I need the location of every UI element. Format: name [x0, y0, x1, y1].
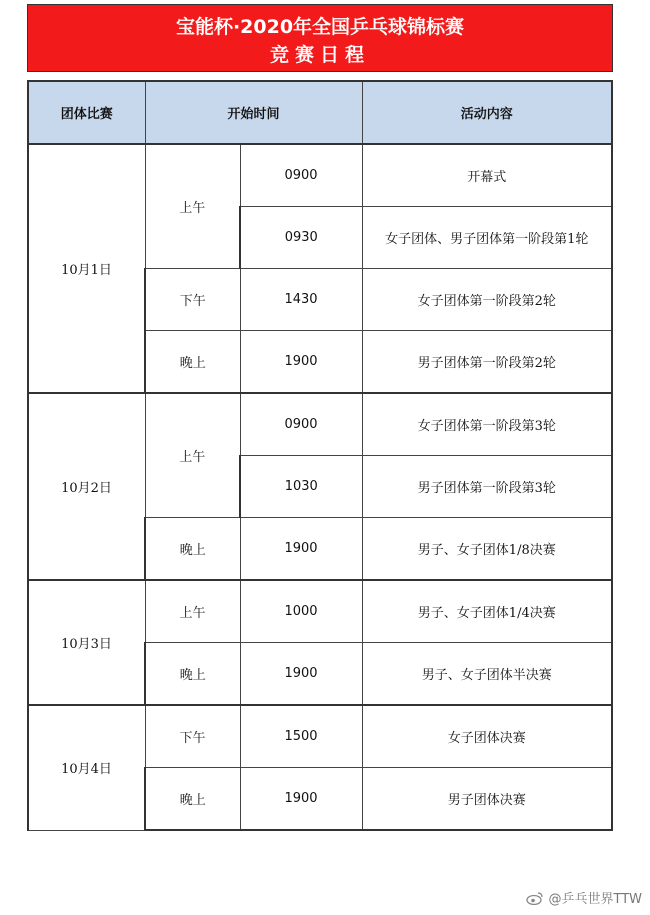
period-cell: 下午 [145, 705, 240, 768]
page-subtitle: 竞赛日程 [269, 44, 370, 66]
activity-cell: 女子团体第一阶段第2轮 [362, 269, 612, 331]
period-cell: 上午 [145, 144, 240, 269]
time-cell: 1030 [240, 456, 362, 518]
title-banner [27, 4, 613, 72]
activity-cell: 女子团体、男子团体第一阶段第1轮 [362, 207, 612, 269]
period-cell: 晚上 [145, 518, 240, 581]
activity-cell: 男子团体决赛 [362, 768, 612, 831]
activity-cell: 开幕式 [362, 144, 612, 207]
activity-cell: 男子、女子团体1/4决赛 [362, 580, 612, 643]
watermark-text: @乒乓世界TTW [548, 892, 642, 907]
time-cell: 1900 [240, 768, 362, 831]
period-cell: 晚上 [145, 768, 240, 831]
time-cell: 0930 [240, 207, 362, 269]
activity-cell: 女子团体决赛 [362, 705, 612, 768]
date-cell: 10月3日 [28, 580, 145, 705]
table-row [28, 393, 612, 456]
table-row [28, 580, 612, 643]
time-cell: 1900 [240, 518, 362, 581]
watermark [526, 888, 642, 907]
activity-cell: 男子团体第一阶段第3轮 [362, 456, 612, 518]
period-cell: 晚上 [145, 331, 240, 394]
time-cell: 0900 [240, 144, 362, 207]
header-row [28, 81, 612, 144]
activity-cell: 女子团体第一阶段第3轮 [362, 393, 612, 456]
time-cell: 0900 [240, 393, 362, 456]
activity-cell: 男子、女子团体1/8决赛 [362, 518, 612, 581]
activity-cell: 男子团体第一阶段第2轮 [362, 331, 612, 394]
table-row [28, 705, 612, 768]
header-start-time: 开始时间 [145, 81, 362, 144]
activity-cell: 男子、女子团体半决赛 [362, 643, 612, 706]
header-team-event: 团体比赛 [28, 81, 145, 144]
time-cell: 1430 [240, 269, 362, 331]
period-cell: 上午 [145, 580, 240, 643]
period-cell: 上午 [145, 393, 240, 518]
weibo-icon [526, 891, 544, 905]
period-cell: 晚上 [145, 643, 240, 706]
table-row [28, 144, 612, 207]
period-cell: 下午 [145, 269, 240, 331]
time-cell: 1500 [240, 705, 362, 768]
time-cell: 1900 [240, 643, 362, 706]
header-activity: 活动内容 [362, 81, 612, 144]
date-cell: 10月2日 [28, 393, 145, 580]
time-cell: 1000 [240, 580, 362, 643]
page-title: 宝能杯·2020年全国乒乓球锦标赛 [175, 16, 465, 38]
date-cell: 10月1日 [28, 144, 145, 393]
schedule-table [27, 80, 613, 831]
date-cell: 10月4日 [28, 705, 145, 830]
time-cell: 1900 [240, 331, 362, 394]
schedule-body [28, 144, 612, 830]
